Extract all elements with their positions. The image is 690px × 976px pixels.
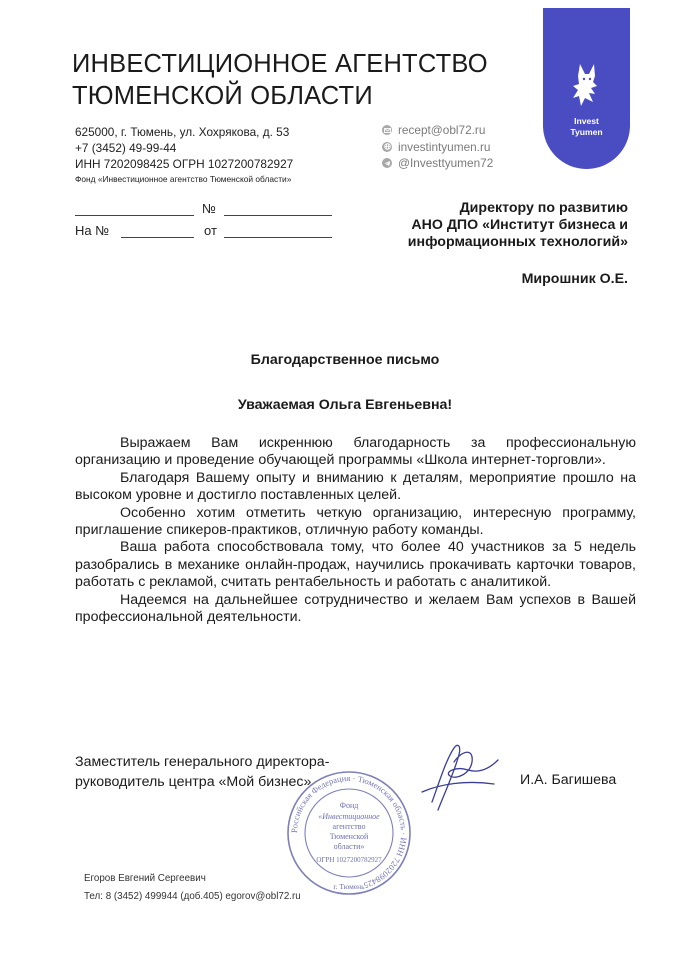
inn-ogrn: ИНН 7202098425 ОГРН 1027200782927 [75,157,294,171]
recipient-block [360,200,628,251]
reference-date-field[interactable] [224,237,332,238]
executor-contact: Тел: 8 (3452) 499944 (доб.405) egorov@obl72.ru [84,891,301,902]
official-stamp [284,768,414,898]
stamp-line4: Тюменской [329,832,369,841]
paragraph-3: Особенно хотим отметить четкую организацию, интересную программу, приглашение спикеров-практиков, отличную работу команды. [75,504,636,539]
brand-text [543,116,630,138]
phone: +7 (3452) 49-99-44 [75,141,177,155]
signer-name: И.А. Багишева [520,772,617,788]
invest-tyumen-logo-block [543,8,630,169]
stamp-city: г. Тюмень [333,882,365,891]
letter-greeting: Уважаемая Ольга Евгеньевна! [237,397,453,413]
reference-label: На № [75,223,110,238]
handwritten-signature [410,740,510,820]
stamp-ogrn: ОГРН 1027200782927 [316,856,382,864]
signer-position-line1: Заместитель генерального директора- [75,754,330,770]
telegram-link[interactable]: @Investtyumen72 [398,156,494,170]
website-link[interactable]: investintyumen.ru [398,139,491,154]
fund-name: Фонд «Инвестиционное агентство Тюменской области» [75,174,292,184]
outgoing-date-field[interactable] [75,215,194,216]
address: 625000, г. Тюмень, ул. Хохрякова, д. 53 [75,125,290,139]
stamp-line3: агентство [332,822,366,831]
executor-info [84,870,301,906]
stamp-line2: «Инвестиционное [318,812,380,821]
brand-line2: Tyumen [570,127,603,137]
reference-number-field[interactable] [121,237,194,238]
fox-logo-icon [567,60,607,110]
paragraph-4: Ваша работа способствовала тому, что более 40 участников за 5 недель разобрались в механике онлайн-продаж, научились прокачивать карточки товаров, работать с рекламой, считать рентабельность и работать с аналитикой. [75,539,636,591]
recipient-line3: информационных технологий» [407,234,628,250]
stamp-line1: Фонд [339,801,359,810]
stamp-line5: области» [333,842,365,851]
signer-position-line2: руководитель центра «Мой бизнес» [75,774,312,790]
organization-title-line1: ИНВЕСТИЦИОННОЕ АГЕНТСТВО [72,50,488,78]
executor-name: Егоров Евгений Сергеевич [84,873,206,884]
organization-requisites [75,124,293,186]
telegram-icon [382,158,392,168]
recipient-line1: Директору по развитию [459,200,628,216]
website-row[interactable] [382,139,493,156]
from-label: от [204,223,217,238]
organization-title [72,48,488,112]
email-row[interactable] [382,122,493,139]
stamp-outer-text: Российская Федерация · Тюменская область · ИНН 7202098425 [288,772,410,891]
outgoing-number-field[interactable] [224,215,332,216]
paragraph-1: Выражаем Вам искреннюю благодарность за профессиональную организацию и проведение обучающей программы «Школа интернет-торговли». [75,435,636,469]
organization-title-line2: ТЮМЕНСКОЙ ОБЛАСТИ [72,82,373,110]
letter-title: Благодарственное письмо [250,352,440,368]
brand-line1: Invest [574,116,599,126]
recipient-line2: АНО ДПО «Институт бизнеса и [411,217,628,233]
letter-body [75,435,636,626]
paragraph-2: Благодаря Вашему опыту и вниманию к деталям, мероприятие прошло на высоком уровне и достигло поставленных целей. [75,469,636,504]
telegram-row[interactable] [382,155,493,172]
paragraph-5: Надеемся на дальнейшее сотрудничество и желаем Вам успехов в Вашей профессиональной деятельности. [75,591,636,626]
email-icon [382,125,392,135]
recipient-name: Мирошник О.Е. [521,271,628,287]
email-link[interactable]: recept@obl72.ru [398,123,486,137]
online-contacts [382,122,493,172]
number-sign: № [202,201,216,216]
globe-icon [382,142,392,152]
